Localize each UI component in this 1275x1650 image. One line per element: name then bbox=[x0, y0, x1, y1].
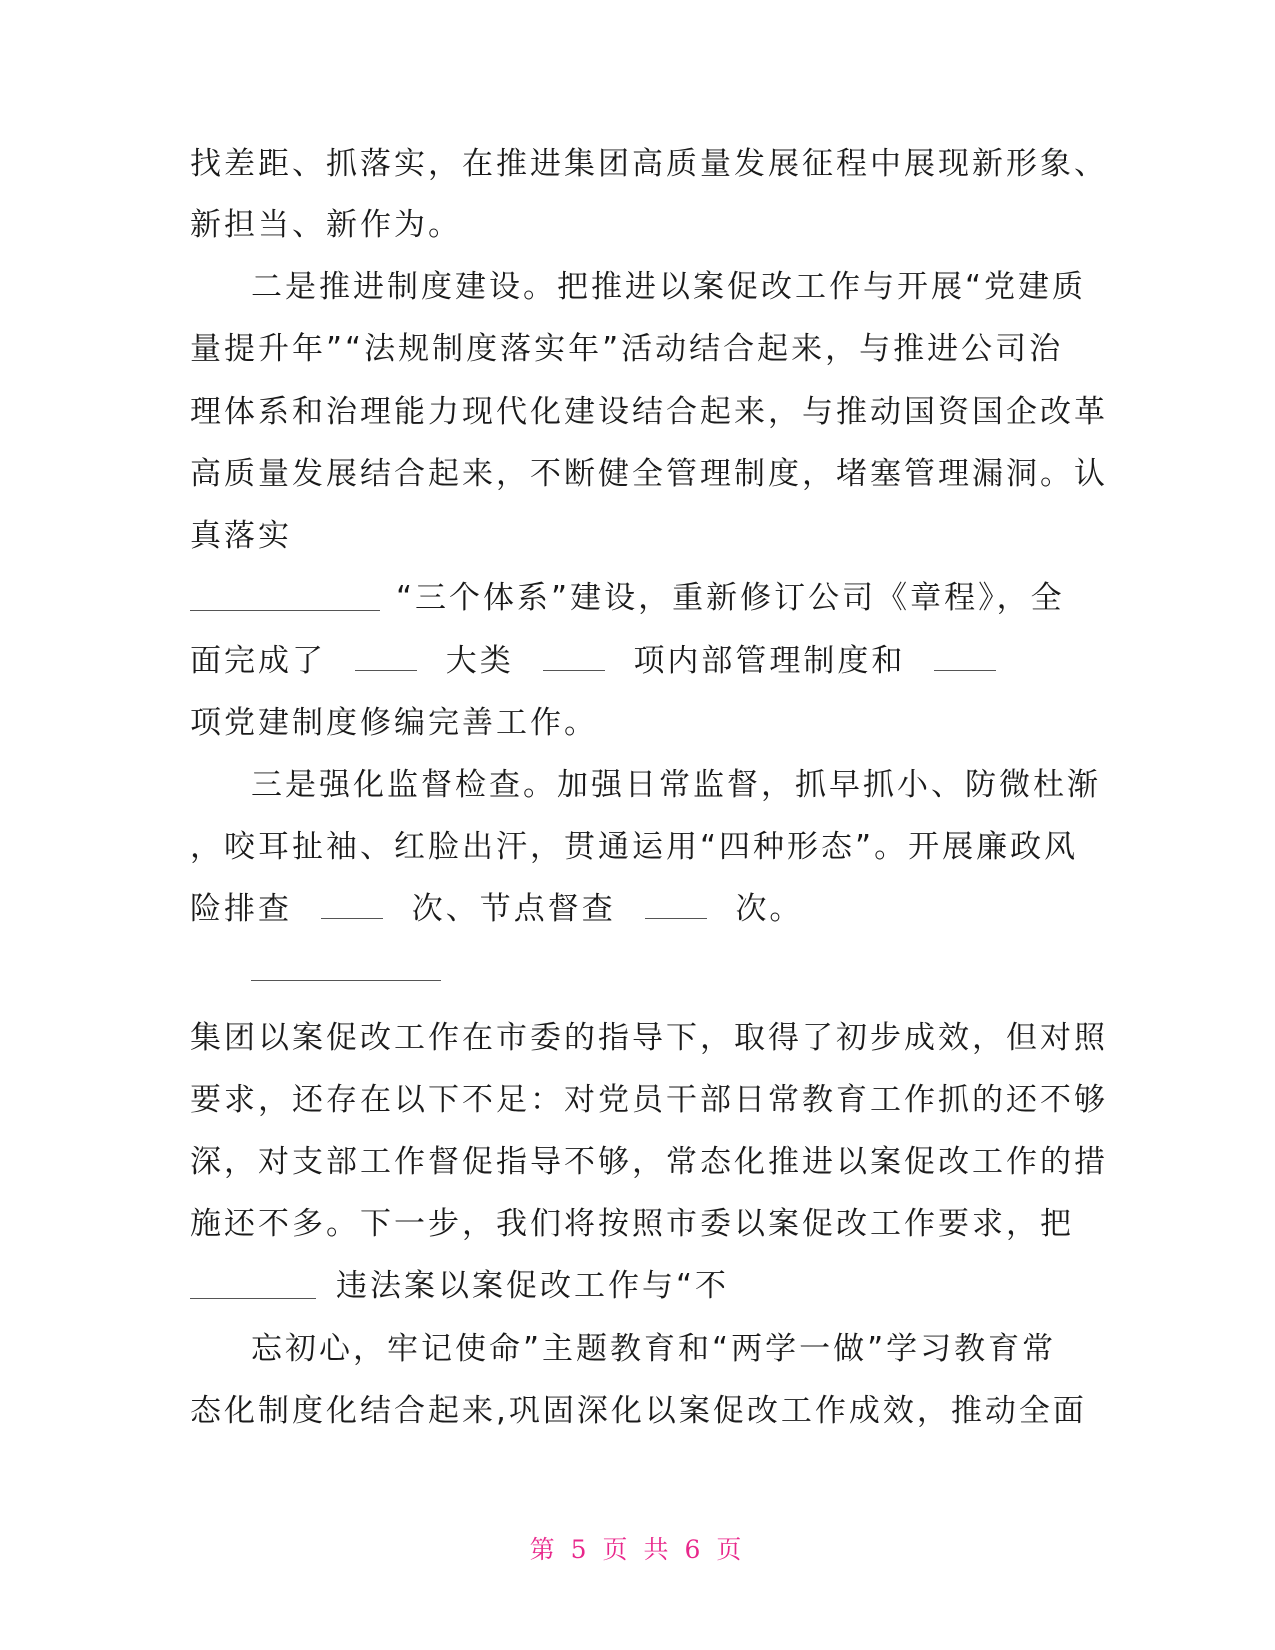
paragraph-line: “三个体系”建设，重新修订公司《章程》，全 bbox=[396, 580, 1065, 616]
fill-in-blank bbox=[190, 1298, 316, 1299]
text-segment: 次。 bbox=[735, 891, 804, 927]
paragraph-line: 新担当、新作为。 bbox=[190, 207, 462, 243]
paragraph-line: 量提升年”“法规制度落实年”活动结合起来，与推进公司治 bbox=[190, 331, 1064, 367]
fill-in-blank bbox=[645, 892, 707, 919]
fill-in-blank bbox=[543, 644, 605, 671]
paragraph-line: 高质量发展结合起来，不断健全管理制度，堵塞管理漏洞。认 bbox=[190, 456, 1108, 492]
paragraph-line bbox=[190, 641, 1012, 681]
paragraph-line: 施还不多。下一步，我们将按照市委以案促改工作要求，把 bbox=[190, 1206, 1074, 1242]
paragraph-line: 忘初心，牢记使命”主题教育和“两学一做”学习教育常 bbox=[251, 1331, 1057, 1367]
fill-in-blank bbox=[934, 644, 996, 671]
paragraph-line: 深，对支部工作督促指导不够，常态化推进以案促改工作的措 bbox=[190, 1144, 1108, 1180]
footer-prefix: 第 bbox=[529, 1535, 559, 1564]
paragraph-line: 违法案以案促改工作与“不 bbox=[336, 1268, 730, 1304]
text-segment: 次、节点督查 bbox=[411, 891, 616, 927]
text-segment: 项内部管理制度和 bbox=[633, 643, 906, 679]
paragraph-line: 要求，还存在以下不足：对党员干部日常教育工作抓的还不够 bbox=[190, 1082, 1108, 1118]
page-footer bbox=[0, 1530, 1275, 1566]
paragraph-line: ，咬耳扯袖、红脸出汗，贯通运用“四种形态”。开展廉政风 bbox=[190, 829, 1079, 865]
paragraph-line: 找差距、抓落实，在推进集团高质量发展征程中展现新形象、 bbox=[190, 146, 1108, 182]
footer-page-number: 5 bbox=[570, 1535, 591, 1564]
fill-in-blank bbox=[251, 980, 441, 981]
paragraph-line bbox=[190, 889, 803, 929]
footer-suffix: 页 bbox=[716, 1535, 746, 1564]
paragraph-line: 二是推进制度建设。把推进以案促改工作与开展“党建质 bbox=[251, 269, 1087, 305]
fill-in-blank bbox=[190, 610, 380, 611]
paragraph-line: 集团以案促改工作在市委的指导下，取得了初步成效，但对照 bbox=[190, 1020, 1108, 1056]
fill-in-blank bbox=[355, 644, 417, 671]
fill-in-blank bbox=[321, 892, 383, 919]
paragraph-line: 态化制度化结合起来,巩固深化以案促改工作成效，推动全面 bbox=[190, 1393, 1087, 1429]
footer-total-pages: 6 bbox=[684, 1535, 705, 1564]
paragraph-line: 真落实 bbox=[190, 518, 292, 554]
text-segment: 险排查 bbox=[190, 891, 292, 927]
paragraph-line: 三是强化监督检查。加强日常监督，抓早抓小、防微杜渐 bbox=[251, 767, 1101, 803]
text-segment: 大类 bbox=[445, 643, 514, 679]
paragraph-line: 理体系和治理能力现代化建设结合起来，与推动国资国企改革 bbox=[190, 394, 1108, 430]
footer-mid: 页 共 bbox=[602, 1535, 673, 1564]
paragraph-line: 项党建制度修编完善工作。 bbox=[190, 705, 598, 741]
text-segment: 面完成了 bbox=[190, 643, 326, 679]
